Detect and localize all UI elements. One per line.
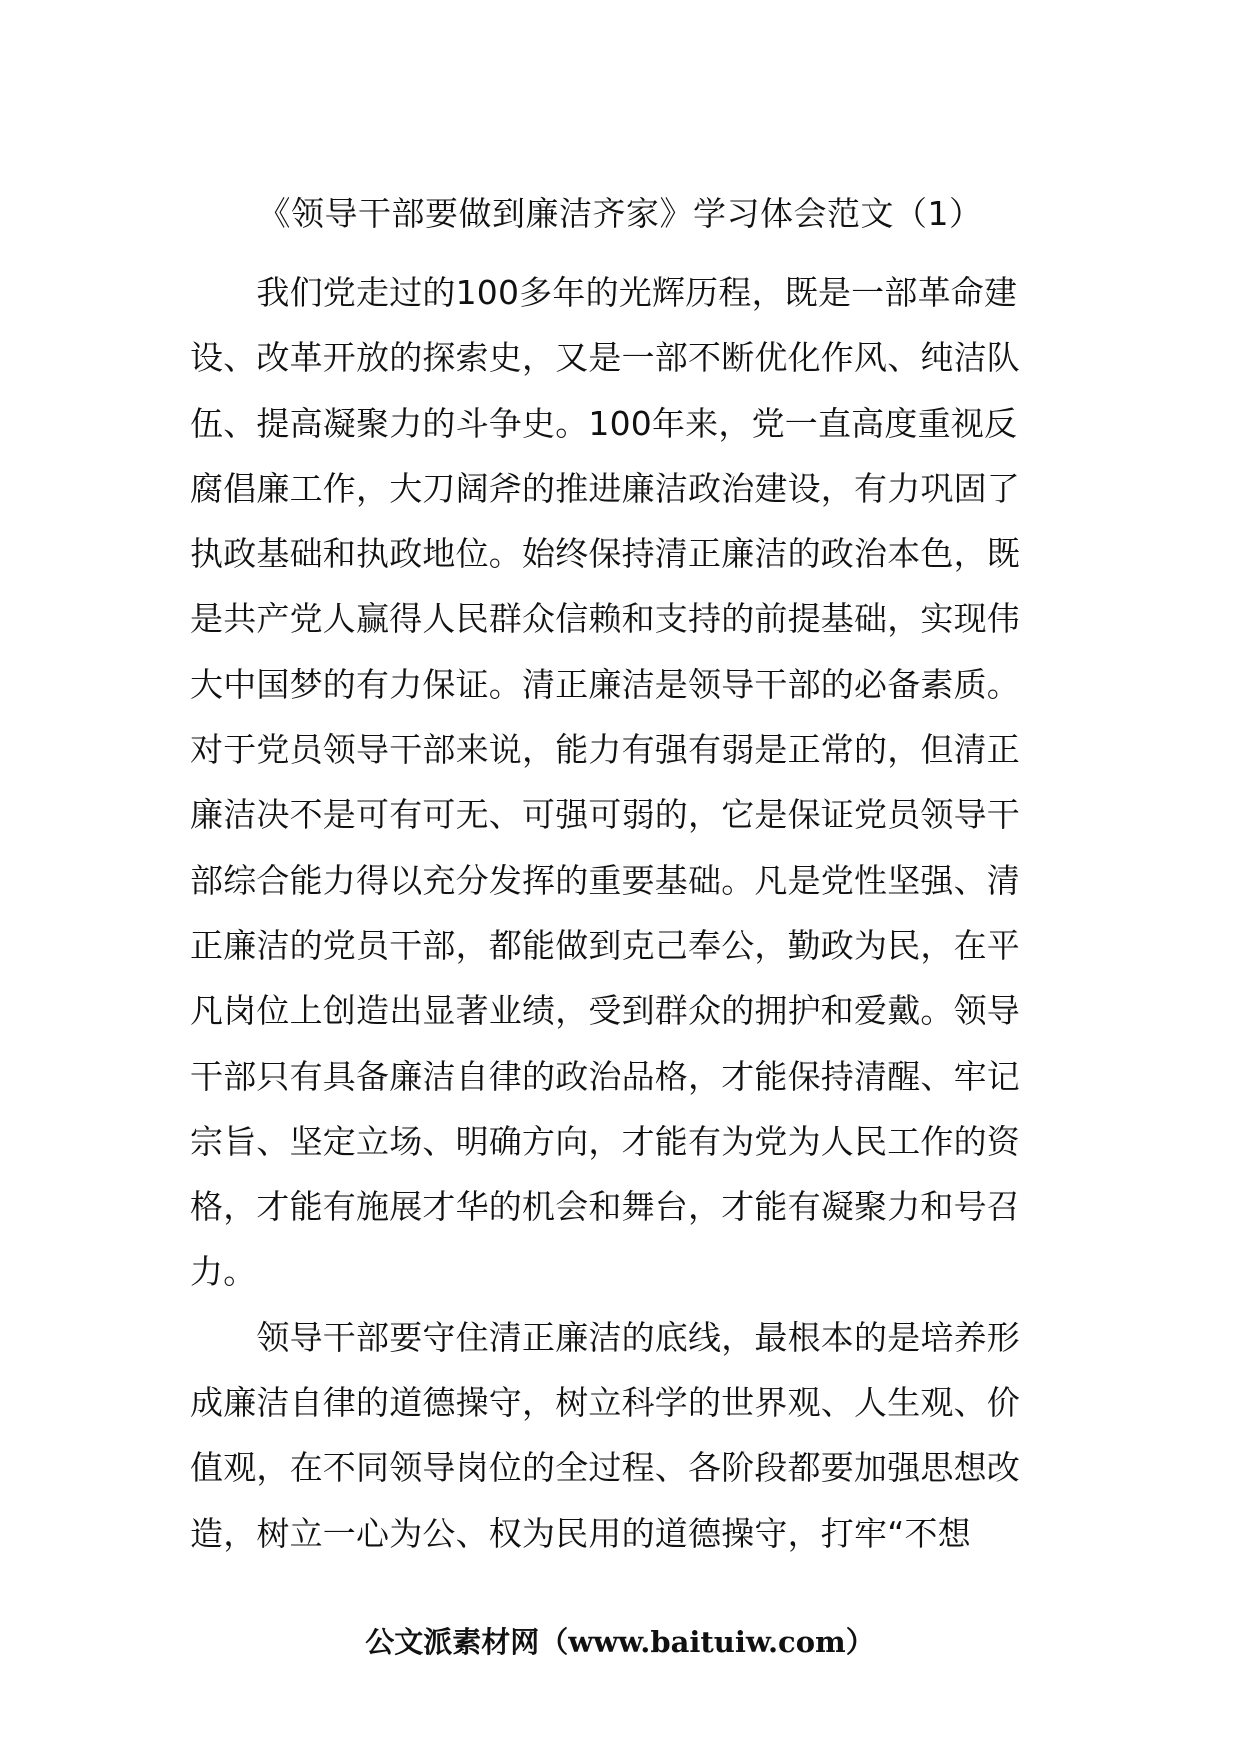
source-footer: 公文派素材网（www.baituiw.com） (365, 1625, 875, 1659)
body-line: 大中国梦的有力保证。清正廉洁是领导干部的必备素质。 (190, 664, 1020, 704)
body-line: 成廉洁自律的道德操守，树立科学的世界观、人生观、价 (190, 1383, 1020, 1423)
body-line: 是共产党人赢得人民群众信赖和支持的前提基础，实现伟 (190, 599, 1020, 639)
body-line: 造，树立一心为公、权为民用的道德操守，打牢“不想 (190, 1513, 971, 1553)
body-line: 干部只有具备廉洁自律的政治品格，才能保持清醒、牢记 (190, 1056, 1020, 1096)
body-line: 凡岗位上创造出显著业绩，受到群众的拥护和爱戴。领导 (190, 991, 1020, 1031)
body-line: 设、改革开放的探索史，又是一部不断优化作风、纯洁队 (190, 338, 1020, 378)
body-line: 部综合能力得以充分发挥的重要基础。凡是党性坚强、清 (190, 860, 1020, 900)
body-line: 腐倡廉工作，大刀阔斧的推进廉洁政治建设，有力巩固了 (190, 468, 1020, 508)
body-line: 格，才能有施展才华的机会和舞台，才能有凝聚力和号召 (190, 1187, 1020, 1227)
body-line: 我们党走过的100多年的光辉历程，既是一部革命建 (190, 273, 1018, 312)
document-title: 《领导干部要做到廉洁齐家》学习体会范文（1） (257, 194, 983, 233)
body-line: 对于党员领导干部来说，能力有强有弱是正常的，但清正 (190, 730, 1020, 770)
body-line: 领导干部要守住清正廉洁的底线，最根本的是培养形 (190, 1317, 1020, 1357)
document-body (190, 260, 1020, 1566)
body-line: 廉洁决不是可有可无、可强可弱的，它是保证党员领导干 (190, 795, 1020, 835)
body-line: 值观，在不同领导岗位的全过程、各阶段都要加强思想改 (190, 1448, 1020, 1488)
body-line: 执政基础和执政地位。始终保持清正廉洁的政治本色，既 (190, 534, 1020, 574)
body-line: 宗旨、坚定立场、明确方向，才能有为党为人民工作的资 (190, 1121, 1020, 1161)
body-line: 力。 (190, 1252, 257, 1292)
body-line: 正廉洁的党员干部，都能做到克己奉公，勤政为民，在平 (190, 925, 1020, 965)
body-line: 伍、提高凝聚力的斗争史。100年来，党一直高度重视反 (190, 403, 1018, 443)
